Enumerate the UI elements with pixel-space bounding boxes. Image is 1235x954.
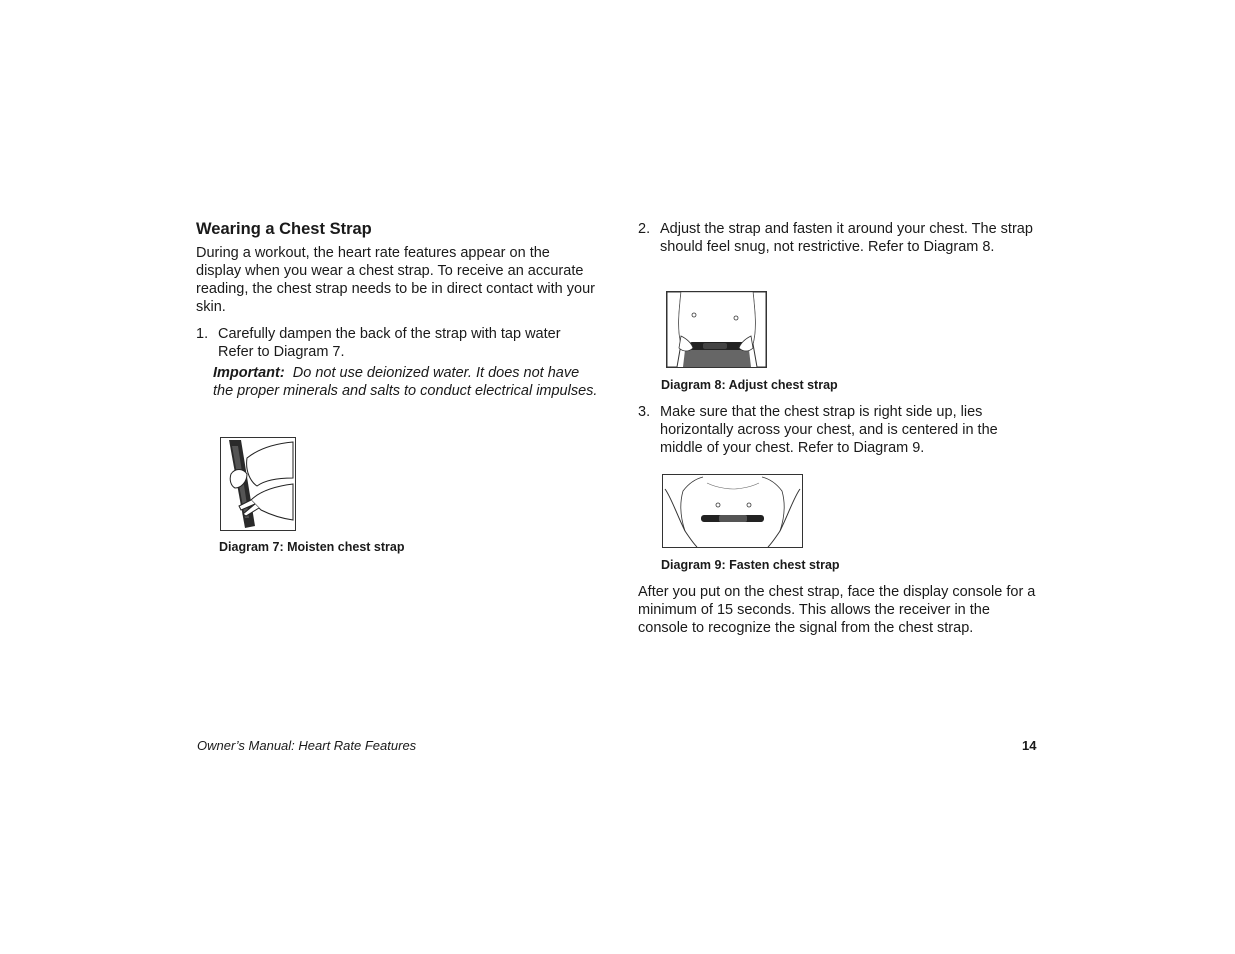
footer-title: Owner’s Manual: Heart Rate Features [197, 738, 417, 753]
diagram-9-caption: Diagram 9: Fasten chest strap [661, 558, 840, 572]
section-heading: Wearing a Chest Strap [196, 220, 372, 238]
important-note [213, 364, 598, 400]
diagram-8-image [666, 291, 767, 368]
fasten-strap-illustration [663, 475, 802, 547]
page-number: 14 [1022, 738, 1037, 753]
intro-paragraph: During a workout, the heart rate features appear on the display when you wear a chest strap. To receive an accurate reading, the chest strap needs to be in direct contact with your skin. [196, 245, 595, 315]
step-1 [196, 325, 596, 361]
step-3-number: 3. [638, 404, 651, 420]
closing-paragraph: After you put on the chest strap, face the display console for a minimum of 15 seconds. This allows the receiver in the console to recognize the signal from the chest strap. [638, 584, 1036, 636]
step-1-text: Carefully dampen the back of the strap with tap water Refer to Diagram 7. [218, 326, 561, 360]
step-2-number: 2. [638, 221, 651, 237]
important-label: Important: [213, 365, 285, 381]
step-1-number: 1. [196, 326, 209, 342]
step-2-text: Adjust the strap and fasten it around your chest. The strap should feel snug, not restrictive. Refer to Diagram 8. [660, 221, 1033, 255]
step-3 [638, 403, 1038, 457]
important-text: Do not use deionized water. It does not have the proper minerals and salts to conduct electrical impulses. [213, 365, 598, 399]
adjust-strap-illustration [667, 292, 766, 367]
diagram-7-image [220, 437, 296, 531]
step-3-text: Make sure that the chest strap is right side up, lies horizontally across your chest, and is centered in the middle of your chest. Refer to Diagram 9. [660, 404, 998, 456]
diagram-7-caption: Diagram 7: Moisten chest strap [219, 540, 405, 554]
diagram-9-image [662, 474, 803, 548]
diagram-8-caption: Diagram 8: Adjust chest strap [661, 378, 838, 392]
step-2 [638, 220, 1038, 256]
moisten-strap-illustration [221, 438, 295, 530]
